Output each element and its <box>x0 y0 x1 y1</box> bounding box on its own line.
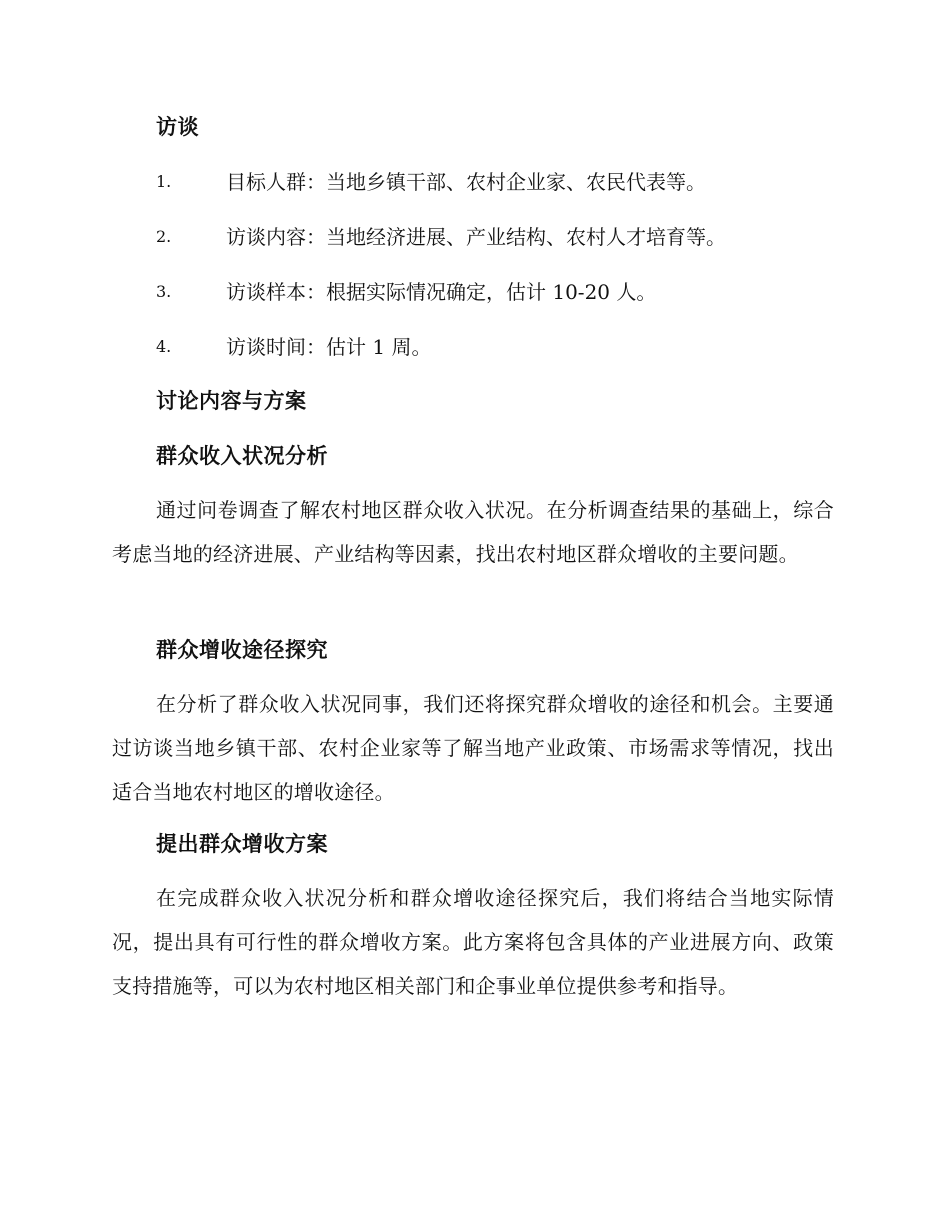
list-item <box>156 332 836 362</box>
list-number: 4. <box>156 337 172 356</box>
list-text: 访谈样本：根据实际情况确定，估计 10-20 人。 <box>226 280 657 304</box>
interview-heading: 访谈 <box>156 114 199 139</box>
list-number: 3. <box>156 282 172 301</box>
income-plan-paragraph: 在完成群众收入状况分析和群众增收途径探究后，我们将结合当地实际情况，提出具有可行性的群众增收方案。此方案将包含具体的产业进展方向、政策支持措施等，可以为农村地区相关部门和企事业单位提供参考和指导。 <box>112 886 834 998</box>
list-item <box>156 167 836 197</box>
income-paths-heading: 群众增收途径探究 <box>156 637 328 662</box>
income-paths-paragraph: 在分析了群众收入状况同事，我们还将探究群众增收的途径和机会。主要通过访谈当地乡镇干部、农村企业家等了解当地产业政策、市场需求等情况，找出适合当地农村地区的增收途径。 <box>112 692 834 804</box>
list-text: 目标人群：当地乡镇干部、农村企业家、农民代表等。 <box>226 170 706 194</box>
income-analysis-paragraph: 通过问卷调查了解农村地区群众收入状况。在分析调查结果的基础上，综合考虑当地的经济进展、产业结构等因素，找出农村地区群众增收的主要问题。 <box>112 498 834 566</box>
list-text: 访谈内容：当地经济进展、产业结构、农村人才培育等。 <box>226 225 726 249</box>
list-text: 访谈时间：估计 1 周。 <box>226 335 432 359</box>
list-number: 2. <box>156 227 172 246</box>
income-analysis-heading: 群众收入状况分析 <box>156 443 328 468</box>
discussion-heading: 讨论内容与方案 <box>156 388 307 413</box>
income-plan-heading: 提出群众增收方案 <box>156 831 328 856</box>
list-number: 1. <box>156 172 172 191</box>
list-item <box>156 222 836 252</box>
list-item <box>156 277 836 307</box>
